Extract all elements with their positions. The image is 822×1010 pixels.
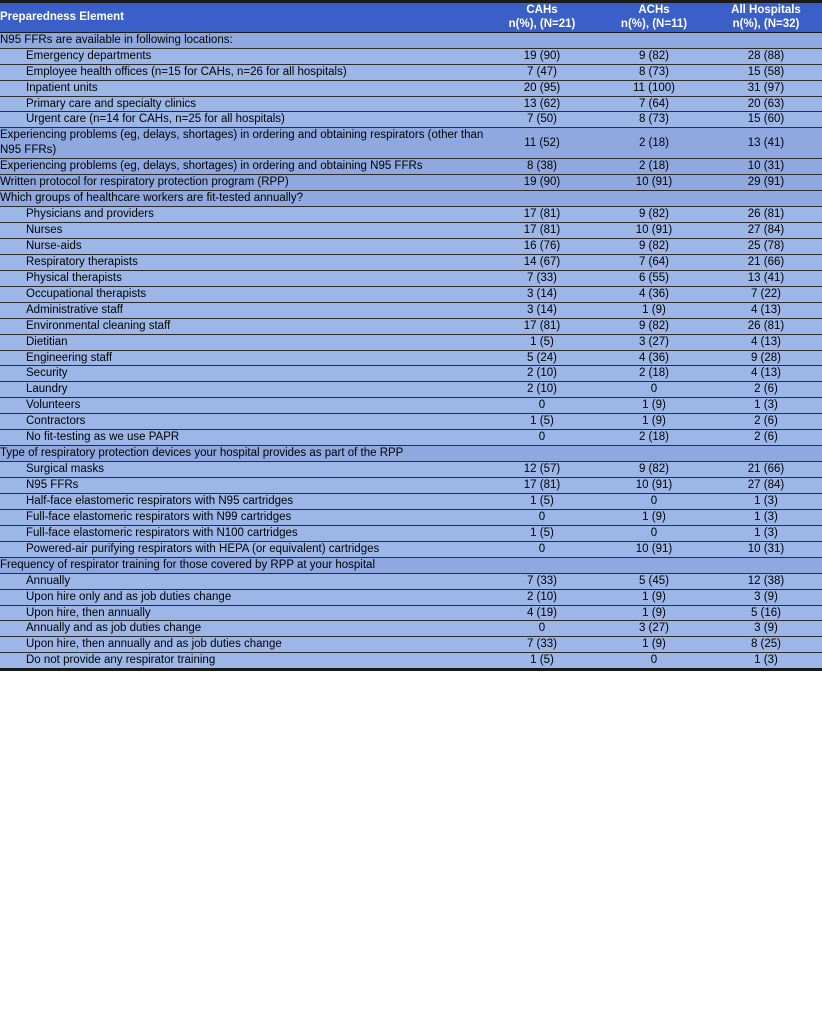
row-value-cah: 7 (33) — [486, 573, 598, 589]
row-value-cah: 1 (5) — [486, 414, 598, 430]
row-value-cah: 13 (62) — [486, 96, 598, 112]
row-value-ach: 1 (9) — [598, 509, 710, 525]
row-item-label: Laundry — [0, 382, 486, 398]
row-value-ach: 9 (82) — [598, 207, 710, 223]
row-item-label: Primary care and specialty clinics — [0, 96, 486, 112]
row-value-ach — [598, 32, 710, 48]
column-header-element: Preparedness Element — [0, 2, 486, 33]
row-value-all: 13 (41) — [710, 128, 822, 159]
row-item-label: Security — [0, 366, 486, 382]
row-value-all: 9 (28) — [710, 350, 822, 366]
row-section-label: Type of respiratory protection devices your hospital provides as part of the RPP — [0, 446, 486, 462]
table-row — [0, 398, 822, 414]
row-item-label: Upon hire only and as job duties change — [0, 589, 486, 605]
table-row — [0, 175, 822, 191]
row-value-all: 25 (78) — [710, 238, 822, 254]
row-value-ach: 8 (73) — [598, 64, 710, 80]
table-row — [0, 557, 822, 573]
column-header-all-hospitals-title: All Hospitals — [731, 4, 801, 16]
row-item-label: N95 FFRs — [0, 478, 486, 494]
row-value-ach: 2 (18) — [598, 430, 710, 446]
row-value-cah: 2 (10) — [486, 382, 598, 398]
table-row — [0, 573, 822, 589]
table-row — [0, 446, 822, 462]
row-value-ach: 3 (27) — [598, 621, 710, 637]
row-value-ach — [598, 557, 710, 573]
row-item-label: Full-face elastomeric respirators with N100 cartridges — [0, 525, 486, 541]
table-row — [0, 32, 822, 48]
row-item-label: Respiratory therapists — [0, 254, 486, 270]
column-header-cahs-sub: n(%), (N=21) — [508, 18, 576, 31]
row-item-label: Upon hire, then annually — [0, 605, 486, 621]
table-row — [0, 80, 822, 96]
row-value-ach: 9 (82) — [598, 238, 710, 254]
column-header-all-hospitals-sub: n(%), (N=32) — [732, 18, 800, 31]
row-value-ach: 1 (9) — [598, 637, 710, 653]
row-value-cah: 3 (14) — [486, 302, 598, 318]
row-value-cah: 19 (90) — [486, 48, 598, 64]
row-value-all: 2 (6) — [710, 414, 822, 430]
table-row — [0, 478, 822, 494]
row-item-label: Occupational therapists — [0, 286, 486, 302]
row-value-cah: 16 (76) — [486, 238, 598, 254]
row-item-label: Dietitian — [0, 334, 486, 350]
row-value-all: 10 (31) — [710, 541, 822, 557]
row-section-label: Experiencing problems (eg, delays, shortages) in ordering and obtaining N95 FFRs — [0, 159, 486, 175]
table-row — [0, 254, 822, 270]
row-value-ach — [598, 191, 710, 207]
row-value-cah: 12 (57) — [486, 462, 598, 478]
table-row — [0, 128, 822, 159]
row-item-label: Volunteers — [0, 398, 486, 414]
row-value-ach: 0 — [598, 653, 710, 670]
row-value-cah: 7 (33) — [486, 270, 598, 286]
row-item-label: Annually and as job duties change — [0, 621, 486, 637]
row-item-label: Surgical masks — [0, 462, 486, 478]
row-value-all: 29 (91) — [710, 175, 822, 191]
column-header-cahs-title: CAHs — [526, 4, 558, 16]
row-section-label: Which groups of healthcare workers are fit-tested annually? — [0, 191, 486, 207]
row-value-all: 21 (66) — [710, 462, 822, 478]
row-value-all: 15 (58) — [710, 64, 822, 80]
row-value-ach: 0 — [598, 382, 710, 398]
row-value-cah: 17 (81) — [486, 478, 598, 494]
row-value-cah: 0 — [486, 541, 598, 557]
row-value-ach: 1 (9) — [598, 414, 710, 430]
row-value-cah: 8 (38) — [486, 159, 598, 175]
row-value-cah: 7 (47) — [486, 64, 598, 80]
row-item-label: Employee health offices (n=15 for CAHs, n=26 for all hospitals) — [0, 64, 486, 80]
row-item-label: No fit-testing as we use PAPR — [0, 430, 486, 446]
row-value-all: 4 (13) — [710, 334, 822, 350]
row-value-ach: 9 (82) — [598, 462, 710, 478]
row-value-all: 12 (38) — [710, 573, 822, 589]
table-row — [0, 366, 822, 382]
row-value-cah: 4 (19) — [486, 605, 598, 621]
row-item-label: Physicians and providers — [0, 207, 486, 223]
row-value-ach: 1 (9) — [598, 589, 710, 605]
row-value-cah: 17 (81) — [486, 207, 598, 223]
row-item-label: Administrative staff — [0, 302, 486, 318]
row-item-label: Half-face elastomeric respirators with N95 cartridges — [0, 493, 486, 509]
row-value-cah — [486, 191, 598, 207]
row-value-ach: 3 (27) — [598, 334, 710, 350]
row-item-label: Emergency departments — [0, 48, 486, 64]
column-header-all-hospitals — [710, 2, 822, 33]
table-row — [0, 493, 822, 509]
row-value-all: 1 (3) — [710, 398, 822, 414]
table-row — [0, 350, 822, 366]
row-value-ach: 4 (36) — [598, 286, 710, 302]
table-body — [0, 32, 822, 670]
table-row — [0, 509, 822, 525]
row-value-ach: 2 (18) — [598, 128, 710, 159]
row-value-cah: 5 (24) — [486, 350, 598, 366]
row-value-cah: 7 (33) — [486, 637, 598, 653]
table-row — [0, 159, 822, 175]
row-value-cah: 0 — [486, 621, 598, 637]
row-value-ach: 0 — [598, 493, 710, 509]
column-header-achs — [598, 2, 710, 33]
row-value-cah: 0 — [486, 398, 598, 414]
row-section-label: Frequency of respirator training for those covered by RPP at your hospital — [0, 557, 486, 573]
row-value-cah: 14 (67) — [486, 254, 598, 270]
row-item-label: Physical therapists — [0, 270, 486, 286]
row-item-label: Do not provide any respirator training — [0, 653, 486, 670]
row-value-ach: 2 (18) — [598, 159, 710, 175]
row-value-all: 2 (6) — [710, 430, 822, 446]
row-value-cah: 20 (95) — [486, 80, 598, 96]
table-row — [0, 238, 822, 254]
row-value-all: 27 (84) — [710, 478, 822, 494]
row-value-cah: 7 (50) — [486, 112, 598, 128]
row-item-label: Powered-air purifying respirators with HEPA (or equivalent) cartridges — [0, 541, 486, 557]
row-value-all — [710, 32, 822, 48]
row-value-ach: 11 (100) — [598, 80, 710, 96]
row-value-ach: 6 (55) — [598, 270, 710, 286]
row-value-all: 10 (31) — [710, 159, 822, 175]
row-value-ach: 1 (9) — [598, 605, 710, 621]
row-value-all — [710, 191, 822, 207]
row-value-ach: 10 (91) — [598, 541, 710, 557]
row-value-cah: 2 (10) — [486, 589, 598, 605]
table-row — [0, 525, 822, 541]
row-value-all: 1 (3) — [710, 653, 822, 670]
row-value-all: 26 (81) — [710, 318, 822, 334]
row-value-ach: 5 (45) — [598, 573, 710, 589]
row-value-cah: 3 (14) — [486, 286, 598, 302]
table-row — [0, 302, 822, 318]
row-value-cah — [486, 446, 598, 462]
row-value-all: 21 (66) — [710, 254, 822, 270]
table-row — [0, 637, 822, 653]
column-header-achs-title: ACHs — [638, 4, 670, 16]
table-row — [0, 382, 822, 398]
row-value-all — [710, 557, 822, 573]
row-value-all — [710, 446, 822, 462]
row-item-label: Contractors — [0, 414, 486, 430]
row-item-label: Full-face elastomeric respirators with N99 cartridges — [0, 509, 486, 525]
table-row — [0, 207, 822, 223]
row-value-cah: 0 — [486, 430, 598, 446]
row-item-label: Environmental cleaning staff — [0, 318, 486, 334]
row-value-all: 3 (9) — [710, 589, 822, 605]
row-value-all: 13 (41) — [710, 270, 822, 286]
row-value-all: 1 (3) — [710, 525, 822, 541]
row-section-label: N95 FFRs are available in following locations: — [0, 32, 486, 48]
table-row — [0, 112, 822, 128]
row-value-all: 28 (88) — [710, 48, 822, 64]
row-item-label: Engineering staff — [0, 350, 486, 366]
row-value-cah: 1 (5) — [486, 493, 598, 509]
row-value-all: 7 (22) — [710, 286, 822, 302]
row-value-all: 4 (13) — [710, 366, 822, 382]
table-row — [0, 653, 822, 670]
row-value-all: 26 (81) — [710, 207, 822, 223]
row-item-label: Nurses — [0, 223, 486, 239]
row-value-ach: 7 (64) — [598, 96, 710, 112]
row-item-label: Nurse-aids — [0, 238, 486, 254]
table-row — [0, 605, 822, 621]
row-value-all: 8 (25) — [710, 637, 822, 653]
table-row — [0, 334, 822, 350]
row-value-cah: 2 (10) — [486, 366, 598, 382]
row-value-ach: 10 (91) — [598, 175, 710, 191]
table-row — [0, 270, 822, 286]
table-row — [0, 191, 822, 207]
table-row — [0, 223, 822, 239]
row-value-ach — [598, 446, 710, 462]
row-item-label: Upon hire, then annually and as job duties change — [0, 637, 486, 653]
row-value-ach: 1 (9) — [598, 398, 710, 414]
row-value-all: 5 (16) — [710, 605, 822, 621]
row-value-ach: 9 (82) — [598, 318, 710, 334]
table-row — [0, 541, 822, 557]
row-value-ach: 10 (91) — [598, 478, 710, 494]
row-value-ach: 7 (64) — [598, 254, 710, 270]
table-row — [0, 589, 822, 605]
table-row — [0, 318, 822, 334]
row-value-cah: 1 (5) — [486, 653, 598, 670]
table-row — [0, 64, 822, 80]
table-row — [0, 414, 822, 430]
table-row — [0, 48, 822, 64]
row-value-all: 4 (13) — [710, 302, 822, 318]
row-value-cah — [486, 32, 598, 48]
row-value-cah: 11 (52) — [486, 128, 598, 159]
row-value-cah — [486, 557, 598, 573]
row-section-label: Written protocol for respiratory protection program (RPP) — [0, 175, 486, 191]
table-row — [0, 462, 822, 478]
row-value-all: 20 (63) — [710, 96, 822, 112]
row-value-all: 2 (6) — [710, 382, 822, 398]
row-value-cah: 0 — [486, 509, 598, 525]
row-value-cah: 19 (90) — [486, 175, 598, 191]
row-value-ach: 8 (73) — [598, 112, 710, 128]
row-value-cah: 1 (5) — [486, 525, 598, 541]
row-value-all: 31 (97) — [710, 80, 822, 96]
row-item-label: Annually — [0, 573, 486, 589]
row-value-ach: 2 (18) — [598, 366, 710, 382]
row-value-ach: 10 (91) — [598, 223, 710, 239]
column-header-achs-sub: n(%), (N=11) — [620, 18, 688, 31]
row-value-all: 27 (84) — [710, 223, 822, 239]
row-value-cah: 17 (81) — [486, 318, 598, 334]
row-value-ach: 4 (36) — [598, 350, 710, 366]
table-row — [0, 621, 822, 637]
row-value-all: 1 (3) — [710, 509, 822, 525]
row-value-ach: 9 (82) — [598, 48, 710, 64]
row-value-cah: 17 (81) — [486, 223, 598, 239]
table-row — [0, 430, 822, 446]
row-value-all: 1 (3) — [710, 493, 822, 509]
column-header-cahs — [486, 2, 598, 33]
row-value-cah: 1 (5) — [486, 334, 598, 350]
table-header — [0, 2, 822, 33]
row-section-label: Experiencing problems (eg, delays, shortages) in ordering and obtaining respirators (other than N95 FFRs) — [0, 128, 486, 159]
row-value-ach: 1 (9) — [598, 302, 710, 318]
table-header-row — [0, 2, 822, 33]
table-row — [0, 286, 822, 302]
row-item-label: Urgent care (n=14 for CAHs, n=25 for all hospitals) — [0, 112, 486, 128]
row-value-all: 15 (60) — [710, 112, 822, 128]
table-row — [0, 96, 822, 112]
row-value-all: 3 (9) — [710, 621, 822, 637]
row-value-ach: 0 — [598, 525, 710, 541]
row-item-label: Inpatient units — [0, 80, 486, 96]
